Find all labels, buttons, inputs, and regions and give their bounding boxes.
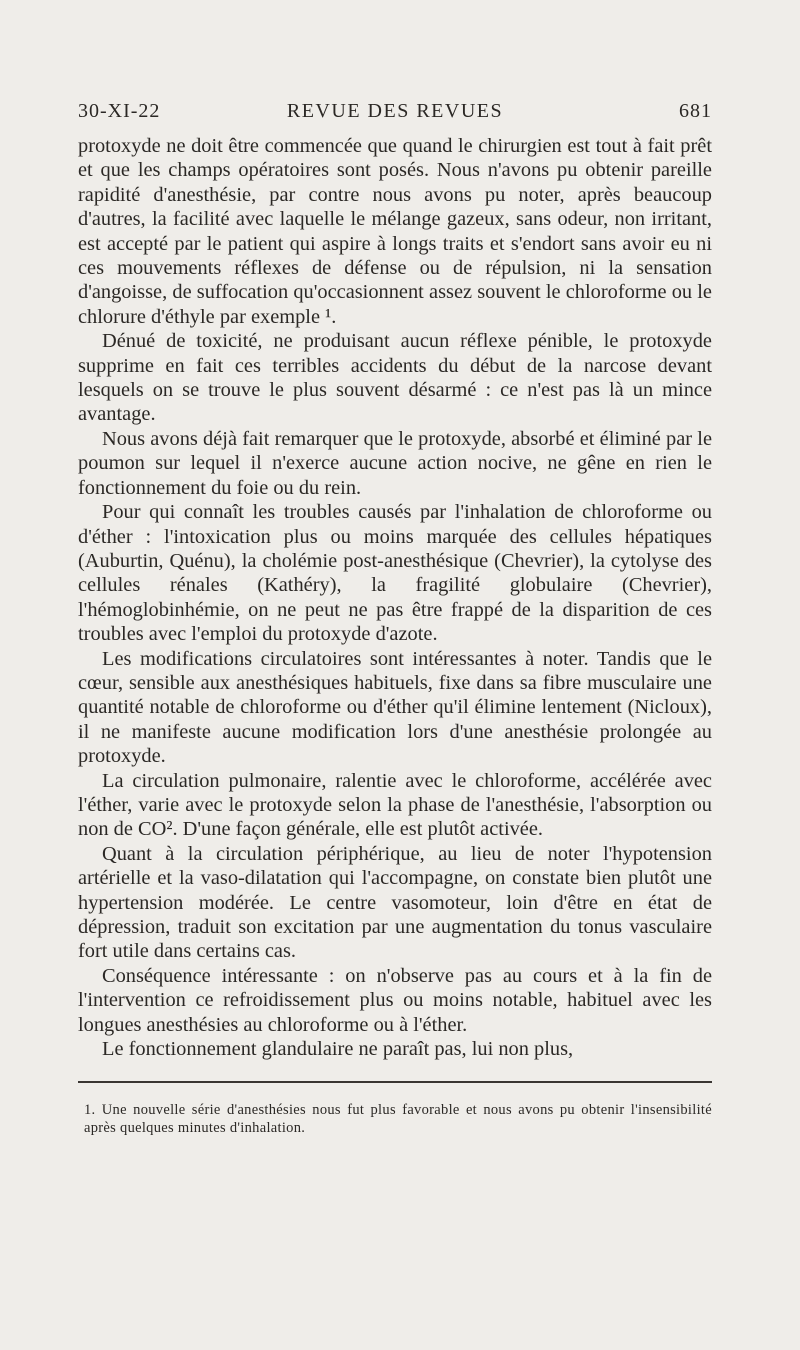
- paragraph: La circulation pulmonaire, ralentie avec le chloroforme, accélérée avec l'éther, varie avec le protoxyde selon la phase de l'anesthésie, l'absorption ou non de CO². D'une façon générale, elle est plutôt activée.: [78, 769, 712, 841]
- paragraph: Pour qui connaît les troubles causés par l'inhalation de chloroforme ou d'éther : l'intoxication plus ou moins marquée des cellules hépatiques (Auburtin, Quénu), la cholémie post-anesthésique (Chevrier), la cytolyse des cellules rénales (Kathéry), la fragilité globulaire (Chevrier), l'hémoglobinhémie, on ne peut ne pas être frappé de la disparition de ces troubles avec l'emploi du protoxyde d'azote.: [78, 501, 712, 646]
- page-number: 681: [679, 100, 712, 122]
- body-text: [78, 134, 712, 1061]
- running-header: [78, 100, 712, 134]
- paragraph: Les modifications circulatoires sont intéressantes à noter. Tandis que le cœur, sensible aux anesthésiques habituels, fixe dans sa fibre musculaire une quantité notable de chloroforme ou d'éther qu'il élimine lentement (Nicloux), il ne manifeste aucune modification lors d'une anesthésie prolongée au protoxyde.: [78, 647, 712, 768]
- paragraph: protoxyde ne doit être commencée que quand le chirurgien est tout à fait prêt et que les champs opératoires sont posés. Nous n'avons pu obtenir pareille rapidité d'anesthésie, par contre nous avons pu noter, après beaucoup d'autres, la facilité avec laquelle le mélange gazeux, sans odeur, non irritant, est accepté par le patient qui aspire à longs traits et s'endort sans avoir eu ni ces mouvements réflexes de défense ou de répulsion, ni la sensation d'angoisse, de suffocation qu'occasionnent assez souvent le chloroforme ou le chlorure d'éthyle par exemple ¹.: [78, 135, 712, 328]
- paragraph: Conséquence intéressante : on n'observe pas au cours et à la fin de l'intervention ce refroidissement plus ou moins notable, habituel avec les longues anesthésies au chloroforme ou à l'éther.: [78, 964, 712, 1036]
- paragraph: Le fonctionnement glandulaire ne paraît pas, lui non plus,: [102, 1038, 574, 1061]
- paragraph: Dénué de toxicité, ne produisant aucun réflexe pénible, le protoxyde supprime en fait ces terribles accidents du début de la narcose devant lesquels on se trouve le plus souvent désarmé : ce n'est pas là un mince avantage.: [78, 330, 712, 426]
- footnote-separator: [78, 1081, 712, 1083]
- book-page: [78, 100, 712, 1137]
- header-date: 30-XI-22: [78, 100, 161, 122]
- paragraph: Quant à la circulation périphérique, au lieu de noter l'hypotension artérielle et la vaso-dilatation qui l'accompagne, on constate bien plutôt une hypertension modérée. Le centre vasomoteur, loin d'être en état de dépression, traduit son excitation par une augmentation du tonus vasculaire fort utile dans certains cas.: [78, 842, 712, 963]
- paragraph: Nous avons déjà fait remarquer que le protoxyde, absorbé et éliminé par le poumon sur lequel il n'exerce aucune action nocive, ne gêne en rien le fonctionnement du foie ou du rein.: [78, 427, 712, 499]
- footnote: 1. Une nouvelle série d'anesthésies nous fut plus favorable et nous avons pu obtenir l'insensibilité après quelques minutes d'inhalation.: [84, 1101, 712, 1136]
- header-title: REVUE DES REVUES: [286, 100, 504, 122]
